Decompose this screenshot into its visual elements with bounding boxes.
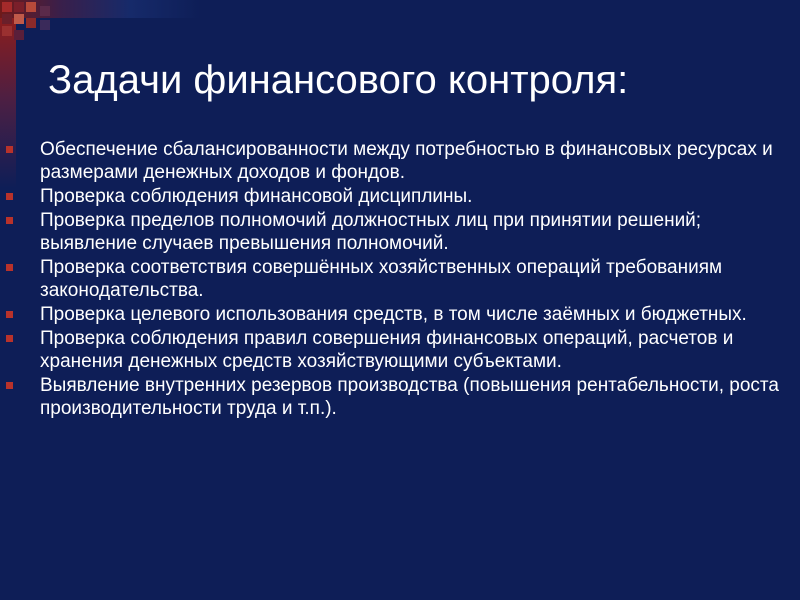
bullet-item (6, 209, 786, 255)
slide-title: Задачи финансового контроля: (48, 58, 629, 102)
bullet-text: Проверка соблюдения правил совершения финансовых операций, расчетов и хранения денежных средств хозяйствующими субъектами. (40, 328, 734, 372)
decorative-square (14, 30, 24, 40)
bullet-square-icon (6, 382, 13, 389)
bullet-item (6, 185, 786, 208)
decorative-squares (0, 0, 64, 48)
decorative-square (14, 2, 24, 12)
bullet-text: Выявление внутренних резервов производства (повышения рентабельности, роста производительности труда и т.п.). (40, 375, 779, 419)
bullet-list (6, 138, 786, 421)
decorative-square (2, 14, 12, 24)
decorative-square (40, 6, 50, 16)
bullet-text: Проверка целевого использования средств, в том числе заёмных и бюджетных. (40, 304, 747, 325)
bullet-text: Проверка пределов полномочий должностных лиц при принятии решений; выявление случаев превышения полномочий. (40, 210, 702, 254)
bullet-text: Обеспечение сбалансированности между потребностью в финансовых ресурсах и размерами денежных доходов и фондов. (40, 139, 773, 183)
decorative-square (14, 14, 24, 24)
decorative-square (2, 26, 12, 36)
bullet-text: Проверка соблюдения финансовой дисциплины. (40, 186, 473, 207)
bullet-square-icon (6, 311, 13, 318)
top-decorative-band (0, 0, 800, 18)
bullet-item (6, 374, 786, 420)
bullet-item (6, 138, 786, 184)
bullet-item (6, 327, 786, 373)
decorative-square (2, 2, 12, 12)
decorative-square (26, 2, 36, 12)
bullet-square-icon (6, 193, 13, 200)
bullet-square-icon (6, 264, 13, 271)
decorative-square (26, 18, 36, 28)
decorative-square (40, 20, 50, 30)
bullet-text: Проверка соответствия совершённых хозяйственных операций требованиям законодательства. (40, 257, 723, 301)
bullet-square-icon (6, 335, 13, 342)
bullet-item (6, 256, 786, 302)
bullet-item (6, 303, 786, 326)
bullet-square-icon (6, 146, 13, 153)
bullet-square-icon (6, 217, 13, 224)
